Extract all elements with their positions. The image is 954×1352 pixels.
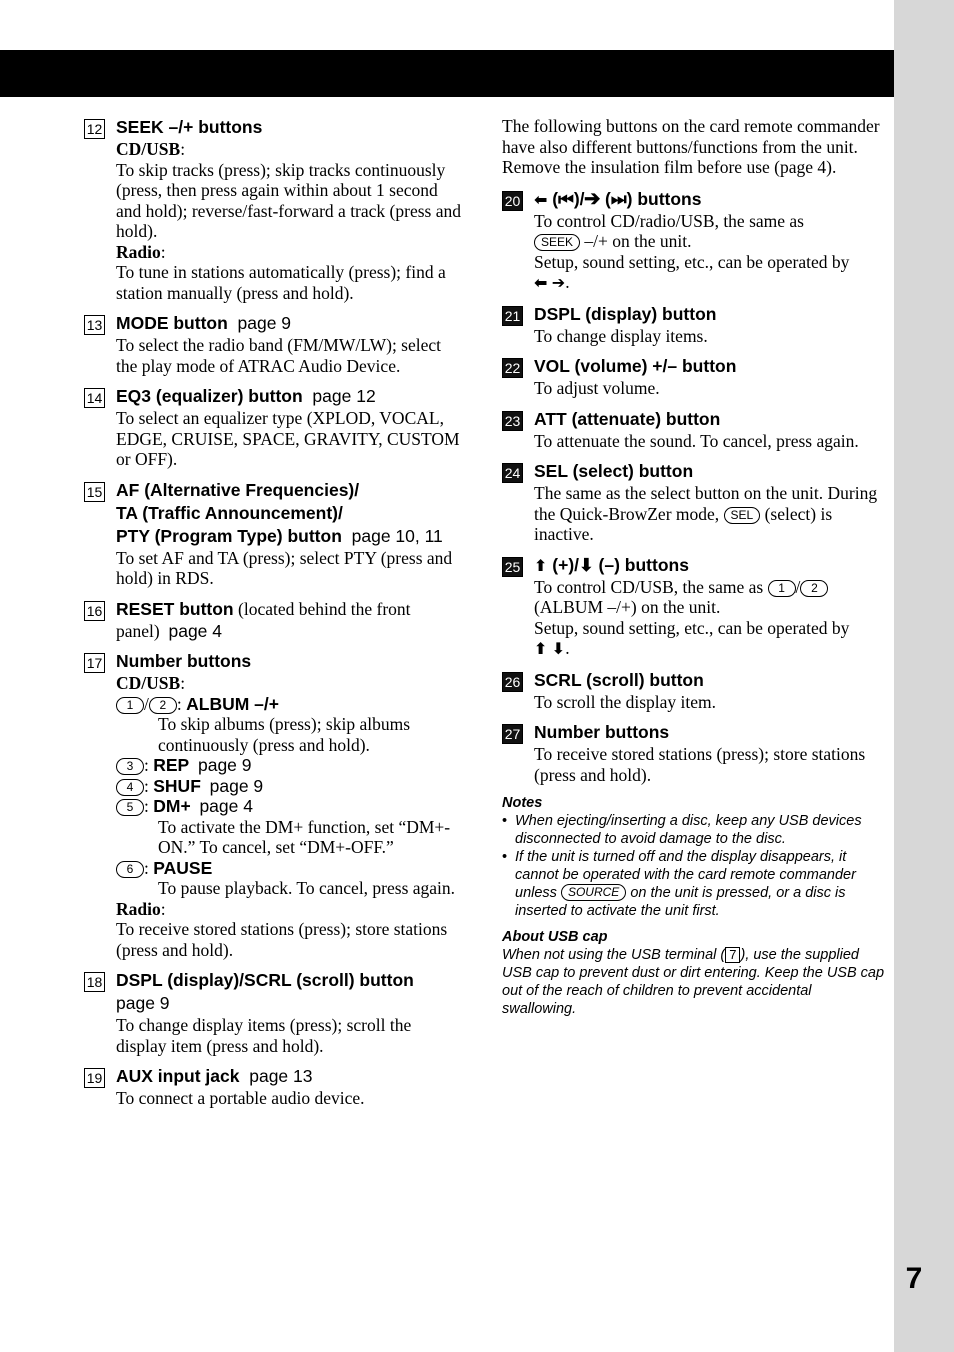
key-4-icon: 4 xyxy=(116,779,144,796)
down-arrow-icon: ⬇ xyxy=(551,639,566,658)
item-text-2: (select) is inactive. xyxy=(534,503,833,544)
item-text: To select an equalizer type (XPLOD, VOCAL, EDGE, CRUISE, SPACE, GRAVITY, CUSTOM or OFF). xyxy=(116,408,460,469)
item-title: Number buttons xyxy=(116,651,252,671)
dm-label: DM+ xyxy=(153,796,191,816)
item-text: To change display items. xyxy=(534,325,708,346)
item-23 xyxy=(502,408,886,452)
item-title: DSPL (display) button xyxy=(534,303,717,324)
item-number: 22 xyxy=(502,358,523,378)
item-title: VOL (volume) +/– button xyxy=(534,356,737,376)
item-title: DSPL (display)/SCRL (scroll) button xyxy=(116,970,414,990)
key-5-icon: 5 xyxy=(116,799,144,816)
item-24 xyxy=(502,460,886,545)
item-text-2: (ALBUM –/+) on the unit. xyxy=(534,597,721,617)
item-text-3: Setup, sound setting, etc., can be operated by xyxy=(534,617,850,638)
item-number: 16 xyxy=(84,601,105,621)
rep-label: REP xyxy=(153,755,190,775)
left-column xyxy=(84,116,462,1118)
key-6-icon: 6 xyxy=(116,861,144,878)
item-number: 21 xyxy=(502,306,523,326)
right-column xyxy=(502,116,886,1018)
item-title: ATT (attenuate) button xyxy=(534,408,721,429)
item-title: SEEK –/+ buttons xyxy=(116,117,263,137)
item-text: To receive stored stations (press); store stations (press and hold). xyxy=(534,744,866,785)
item-text: To set AF and TA (press); select PTY (press and hold) in RDS. xyxy=(116,547,453,588)
item-text: To scroll the display item. xyxy=(534,691,717,712)
key-3-icon: 3 xyxy=(116,758,144,775)
item-number: 14 xyxy=(84,388,105,408)
item-title-line1: AF (Alternative Frequencies)/ xyxy=(116,479,360,500)
note-1: • When ejecting/inserting a disc, keep any USB devices disconnected to avoid damage to the disc. xyxy=(502,812,886,848)
source-key-icon: SOURCE xyxy=(561,884,626,901)
usb-cap-heading: About USB cap xyxy=(502,929,608,945)
cd-usb-label: CD/USB xyxy=(116,139,181,159)
item-title: SCRL (scroll) button xyxy=(534,669,704,690)
page-ref: page 9 xyxy=(116,993,170,1013)
sel-key-icon: SEL xyxy=(724,507,761,524)
item-number: 26 xyxy=(502,672,523,692)
item-26 xyxy=(502,669,886,713)
item-title: MODE button xyxy=(116,313,228,333)
item-27 xyxy=(502,721,886,785)
radio-label: Radio xyxy=(116,241,161,262)
shuf-page-ref: page 9 xyxy=(209,775,264,796)
shuf-label: SHUF xyxy=(153,775,201,796)
seek-key-icon: SEEK xyxy=(534,234,580,251)
up-arrow-icon: ⬆ xyxy=(534,639,548,658)
item-title: RESET button xyxy=(116,598,234,619)
key-2-icon: 2 xyxy=(149,697,177,714)
item-title: EQ3 (equalizer) button xyxy=(116,386,303,406)
item-16 xyxy=(84,598,462,642)
item-number: 13 xyxy=(84,315,105,335)
key-2-icon: 2 xyxy=(800,580,828,597)
item-number: 23 xyxy=(502,411,523,431)
item-15 xyxy=(84,479,462,589)
item-text-1: To control CD/radio/USB, the same as xyxy=(534,210,804,231)
item-18 xyxy=(84,969,462,1056)
usb-cap-text-2: ), use the supplied USB cap to prevent dust or dirt entering. Keep the USB cap out of the reach of children to prevent accidental swallowing. xyxy=(502,947,885,1017)
item-title-line3: PTY (Program Type) button xyxy=(116,525,342,546)
pause-label: PAUSE xyxy=(153,857,213,878)
item-20: 20 ⬅ (⏮)/➔ (⏭) buttons To control CD/radio/USB, the same as SEEK –/+ on the unit. Setup, sound setting, etc., can be operated by ⬅ ➔. xyxy=(502,188,886,294)
album-text: To skip albums (press); skip albums continuously (press and hold). xyxy=(158,714,411,755)
note-2-text-a: If the unit is turned off and the display disappears, it cannot be operated with the card remote commander unless xyxy=(515,849,856,901)
usb-cap-text-1: When not using the USB terminal ( xyxy=(502,947,726,963)
key-1-icon: 1 xyxy=(768,580,796,597)
radio-text: To receive stored stations (press); store stations (press and hold). xyxy=(116,919,448,960)
item-25: 25 ⬆ (+)/⬇ (–) buttons To control CD/USB, the same as 1 / 2 (ALBUM –/+) on the unit. Setup, sound setting, etc., can be operated by ⬆ ⬇. xyxy=(502,554,886,660)
item-title: AUX input jack xyxy=(116,1066,240,1086)
right-arrow-icon: ➔ xyxy=(551,273,566,292)
left-arrow-icon: ⬅ xyxy=(534,273,548,292)
item-text: To attenuate the sound. To cancel, press again. xyxy=(534,430,859,451)
item-13 xyxy=(84,312,462,376)
item-number: 27 xyxy=(502,724,523,744)
item-number: 17 xyxy=(84,653,105,673)
page-number: 7 xyxy=(905,1262,923,1295)
note-2-text-b: on the unit is pressed, or a disc is inserted to activate the unit first. xyxy=(515,885,846,919)
page-ref: page 4 xyxy=(168,620,223,641)
item-title: Number buttons xyxy=(534,722,670,742)
item-text: (located behind the front panel) xyxy=(116,598,411,641)
item-text-1: To control CD/USB, the same as xyxy=(534,576,764,597)
item-14 xyxy=(84,385,462,470)
item-title-line2: TA (Traffic Announcement)/ xyxy=(116,502,343,523)
page-ref: page 13 xyxy=(249,1066,313,1086)
up-arrow-icon: ⬆ xyxy=(534,555,548,575)
item-title: SEL (select) button xyxy=(534,461,694,481)
item-number: 25 xyxy=(502,557,523,577)
cd-usb-label: CD/USB xyxy=(116,673,181,693)
note-2 xyxy=(502,848,886,920)
intro-text: The following buttons on the card remote commander have also different buttons/functions from the unit. Remove the insulation film before use (page 4). xyxy=(502,116,880,177)
page-ref: page 10, 11 xyxy=(351,525,443,546)
rep-page-ref: page 9 xyxy=(197,755,252,775)
item-number: 24 xyxy=(502,463,523,483)
page-ref: page 12 xyxy=(312,386,376,406)
item-number: 19 xyxy=(84,1068,105,1088)
dm-page-ref: page 4 xyxy=(199,796,253,816)
item-text: To connect a portable audio device. xyxy=(116,1088,365,1108)
item-21 xyxy=(502,303,886,347)
item-text: To adjust volume. xyxy=(534,378,660,398)
item-text: To change display items (press); scroll the display item (press and hold). xyxy=(116,1015,412,1056)
notes-heading: Notes xyxy=(502,795,543,811)
key-1-icon: 1 xyxy=(116,697,144,714)
item-17: 17 Number buttons CD/USB: 1 / 2 : ALBUM –/+ To skip albums (press); skip albums continuously (press and hold). 3 : REP page 9 4 : SHUF page 9 5 : DM+ page 4 To activate the DM+ function, set “DM+-ON.” To cancel, set “DM+-OFF.” 6 : PAUSE To pause playback. To cancel, press again. Radio: To receive stored stations (press); store stations (press and hold). xyxy=(84,650,462,960)
item-text-1: The same as the select button on the unit. During the Quick-BrowZer mode, xyxy=(534,483,878,524)
page-ref: page 9 xyxy=(237,313,292,333)
radio-label: Radio xyxy=(116,898,161,919)
item-title: (⏮)/➔ (⏭) buttons xyxy=(552,188,702,209)
album-label: ALBUM –/+ xyxy=(186,693,279,714)
usb-terminal-ref: 7 xyxy=(725,947,740,963)
item-title: (+)/⬇ (–) buttons xyxy=(552,554,689,575)
usb-cap-section xyxy=(502,928,886,1018)
dm-text: To activate the DM+ function, set “DM+-ON.” To cancel, set “DM+-OFF.” xyxy=(158,816,451,857)
item-text: To select the radio band (FM/MW/LW); select the play mode of ATRAC Audio Device. xyxy=(116,335,442,376)
item-number: 20 xyxy=(502,191,523,211)
cd-usb-text: To skip tracks (press); skip tracks continuously (press, then press again within about 1 second and hold); reverse/fast-forward a track (press and hold). xyxy=(116,159,461,241)
header-bar xyxy=(0,50,894,97)
item-text-3: Setup, sound setting, etc., can be operated by xyxy=(534,251,850,272)
item-number: 15 xyxy=(84,482,105,502)
pause-text: To pause playback. To cancel, press again. xyxy=(158,878,456,898)
side-tab xyxy=(894,0,954,1352)
notes-section xyxy=(502,794,886,920)
item-number: 18 xyxy=(84,972,105,992)
radio-text: To tune in stations automatically (press); find a station manually (press and hold). xyxy=(116,262,446,303)
item-19 xyxy=(84,1065,462,1109)
item-number: 12 xyxy=(84,119,105,139)
item-22 xyxy=(502,355,886,399)
item-12: 12 SEEK –/+ buttons CD/USB: To skip tracks (press); skip tracks continuously (press, then press again within about 1 second and hold); reverse/fast-forward a track (press and hold). Radio: To tune in stations automatically (press); find a station manually (press and hold). xyxy=(84,116,462,303)
item-text-2: –/+ on the unit. xyxy=(584,231,692,251)
left-arrow-icon: ⬅ xyxy=(534,189,548,209)
